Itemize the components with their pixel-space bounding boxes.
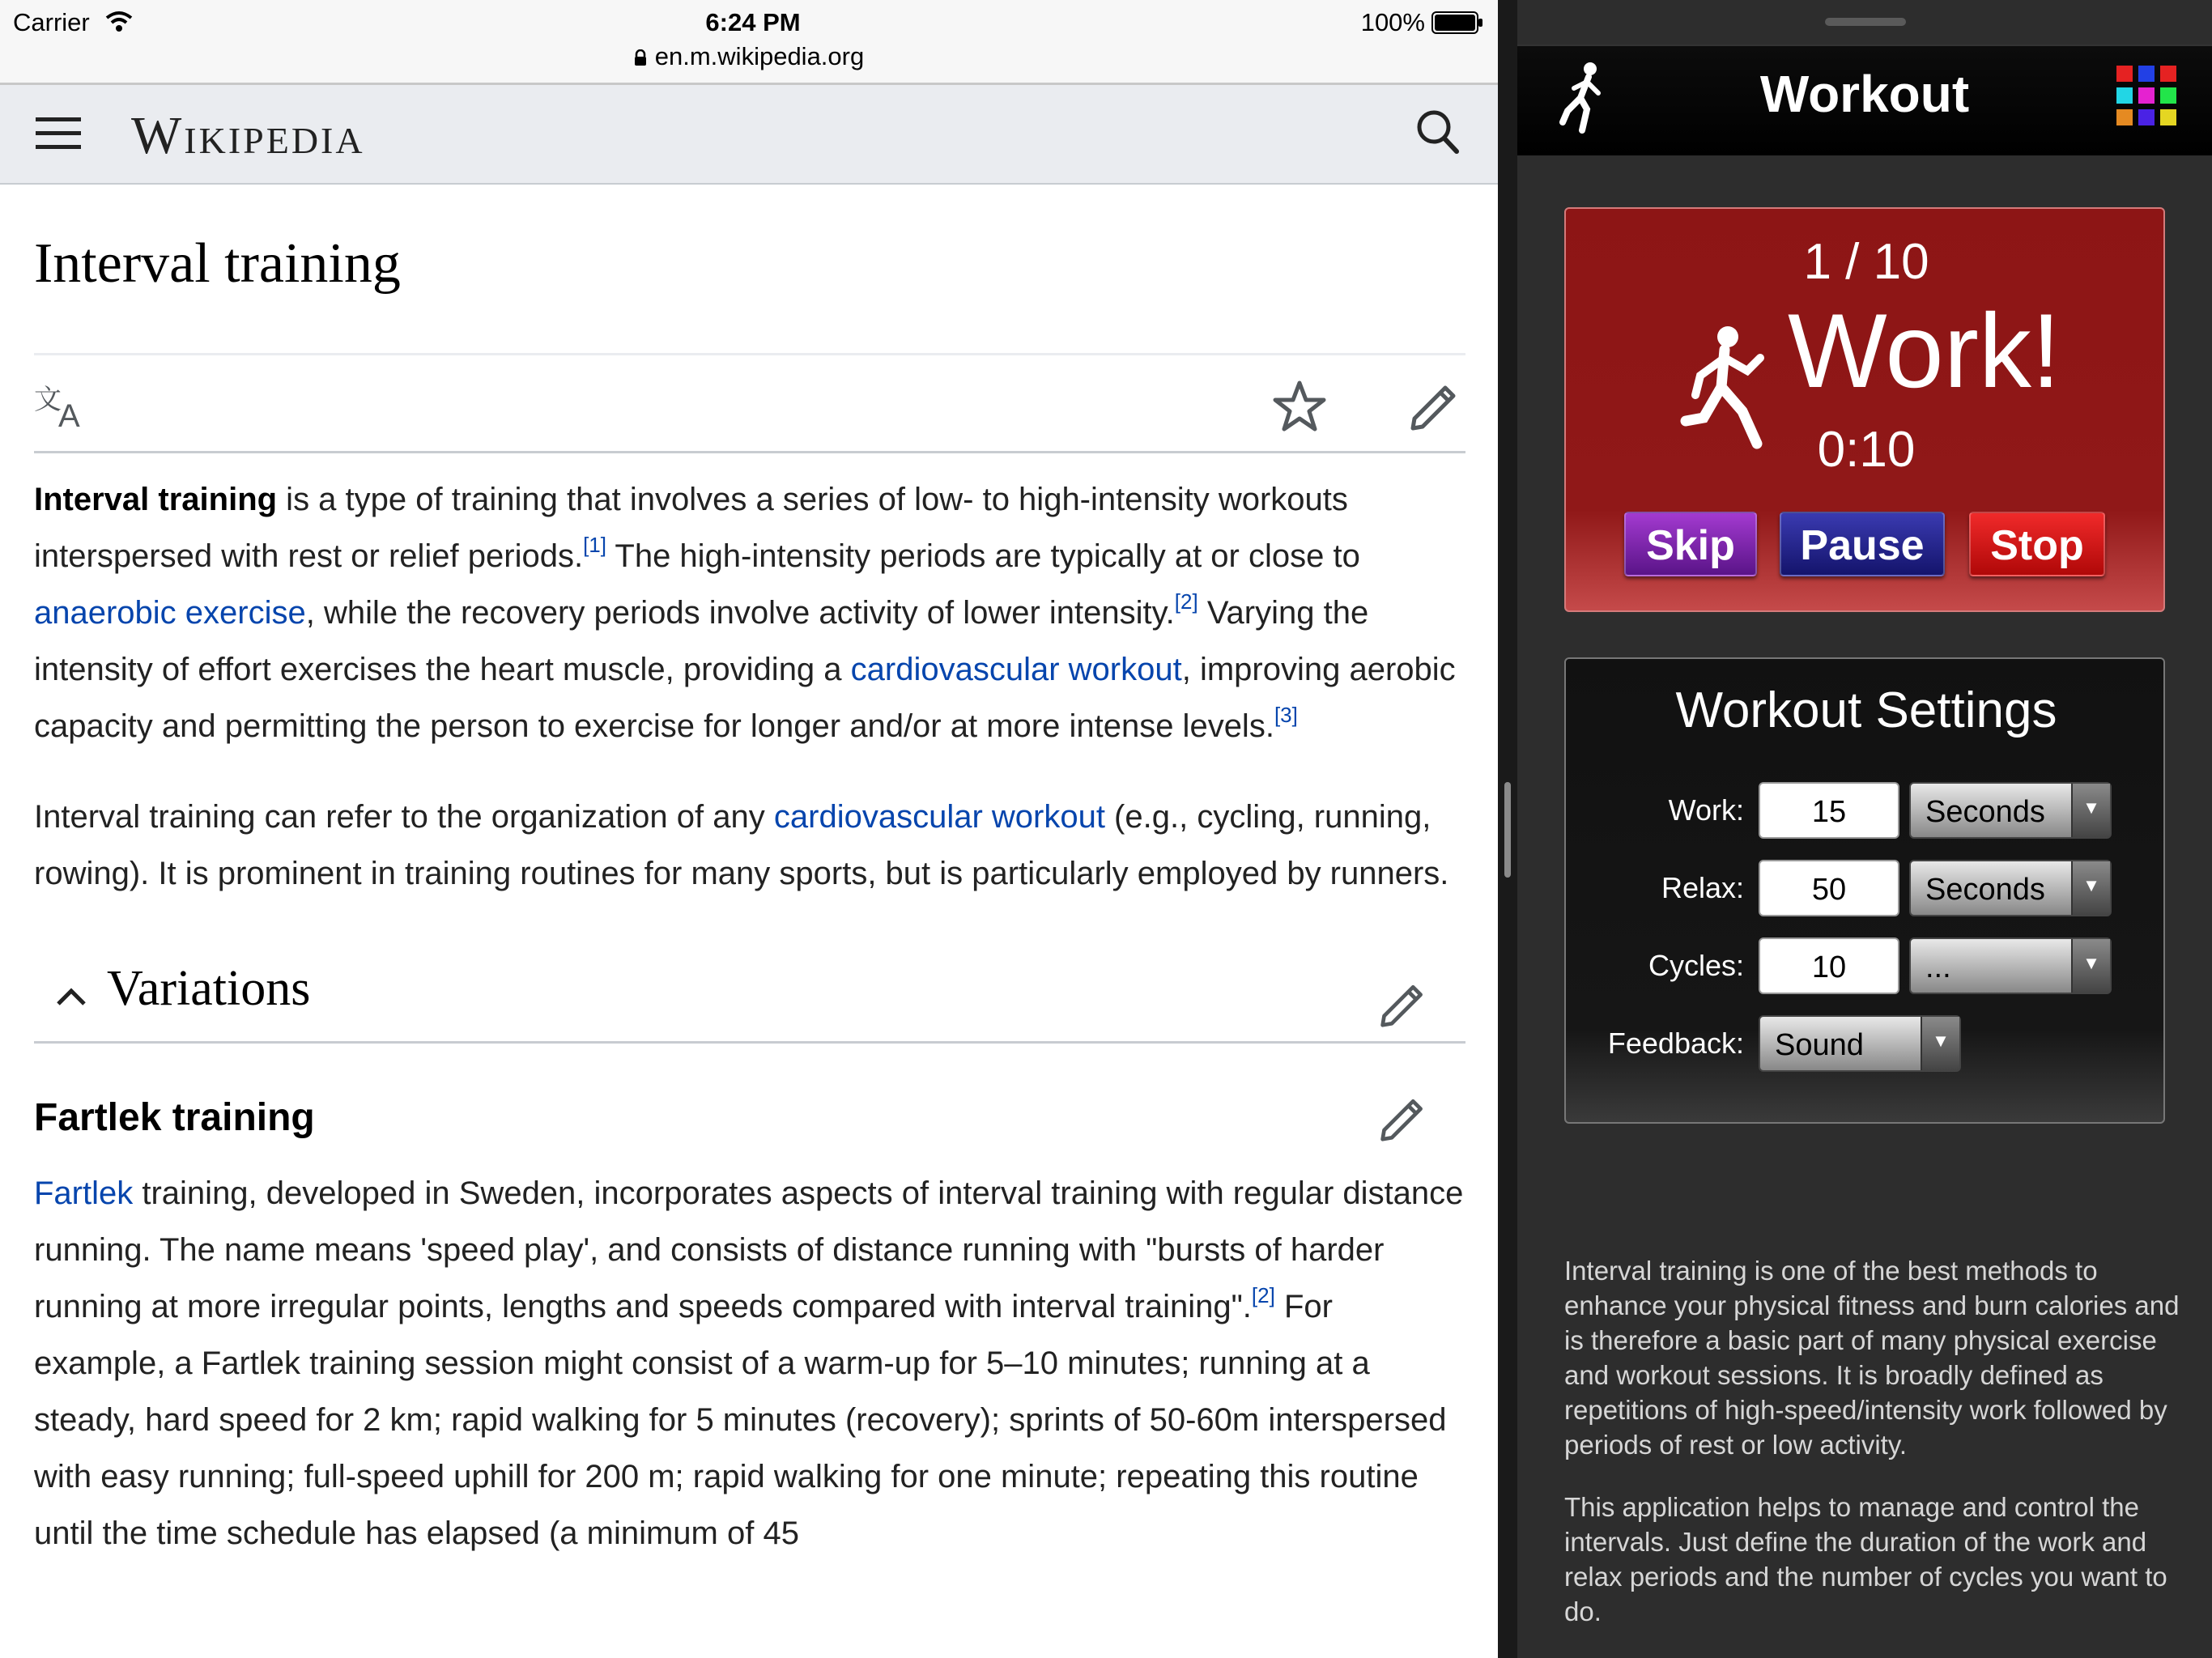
- reference-link[interactable]: [1]: [583, 533, 606, 557]
- interval-state-label: Work!: [1788, 291, 2061, 410]
- wikipedia-logo[interactable]: Wikipedia: [131, 106, 365, 165]
- reference-link[interactable]: [2]: [1251, 1283, 1275, 1307]
- battery-percent: 100%: [1360, 8, 1425, 36]
- divider-handle[interactable]: [1504, 782, 1511, 878]
- app-description: [1564, 1253, 2180, 1656]
- text: (e.g., cycling, running, rowing). It is prominent in training routines for many sports, but is particularly employed by runners.: [34, 799, 1449, 891]
- select-value: Sound: [1775, 1028, 1864, 1062]
- dropdown-arrow-icon: ▼: [2071, 784, 2110, 837]
- dropdown-arrow-icon: ▼: [2071, 939, 2110, 993]
- chevron-up-icon[interactable]: [55, 984, 87, 1009]
- time-remaining: 0:10: [1817, 422, 1916, 478]
- link-cardiovascular-workout[interactable]: cardiovascular workout: [773, 799, 1105, 835]
- work-label: Work:: [1668, 793, 1744, 827]
- text: , improving aerobic capacity and permitting the person to exercise for longer and/or at more intense levels.: [34, 652, 1456, 744]
- text: For example, a Fartlek training session might consist of a warm-up for 5–10 minutes; running at a steady, hard speed for 2 km; rapid walking for 5 minutes (recovery); sprints of 50-60m interspersed with easy running; full-speed uphill for 200 m; rapid walking for one minute; repeating this routine until the time schedule has elapsed (a minimum of 45: [34, 1289, 1447, 1551]
- carrier-label: Carrier: [13, 8, 90, 36]
- relax-unit-select[interactable]: [1909, 860, 2112, 916]
- work-unit-select[interactable]: [1909, 782, 2112, 839]
- work-duration-input[interactable]: 15: [1759, 782, 1899, 839]
- battery-icon: [1431, 11, 1483, 34]
- bold-term: Interval training: [34, 482, 278, 517]
- clock-label: 6:24 PM: [705, 8, 801, 36]
- dropdown-arrow-icon: ▼: [2071, 861, 2110, 915]
- section-heading-variations[interactable]: [34, 936, 1465, 1044]
- text: Interval training can refer to the organization of any: [34, 799, 774, 835]
- timer-panel: [1564, 207, 2165, 612]
- link-fartlek[interactable]: Fartlek: [34, 1175, 134, 1211]
- description-paragraph: Interval training is one of the best methods to enhance your physical fitness and burn calories and is therefore a basic part of many physical exercise and workout sessions. It is broadly defined as repetitions of high-speed/intensity work followed by periods of rest or low activity.: [1564, 1256, 2180, 1460]
- wiki-header: [0, 85, 1498, 185]
- select-value: Seconds: [1925, 873, 2045, 907]
- search-icon[interactable]: [1414, 108, 1460, 156]
- feedback-label: Feedback:: [1607, 1027, 1744, 1060]
- relax-label: Relax:: [1661, 871, 1744, 904]
- cycles-label: Cycles:: [1648, 949, 1744, 982]
- article: [34, 185, 1465, 1562]
- select-value: ...: [1925, 950, 1951, 984]
- language-icon[interactable]: [34, 380, 91, 428]
- text: is a type of training that involves a series of low- to high-intensity workouts interspersed with rest or relief periods.: [34, 482, 1348, 574]
- app-header: [1517, 45, 2212, 155]
- svg-text:A: A: [58, 398, 80, 428]
- relax-duration-input[interactable]: 50: [1759, 860, 1899, 916]
- cycles-input[interactable]: 10: [1759, 937, 1899, 994]
- lock-icon: [634, 49, 647, 66]
- text: training, developed in Sweden, incorporates aspects of interval training with regular distance running. The name means 'speed play', and consists of distance running with "bursts of harder running at more irregular points, lengths and speeds compared with interval training".: [34, 1175, 1464, 1324]
- workout-app-pane: [1517, 0, 2212, 1658]
- page-actions-bar: [34, 355, 1465, 453]
- apps-grid-icon[interactable]: [2115, 64, 2178, 127]
- subsection-heading-fartlek: [34, 1044, 1465, 1165]
- reference-link[interactable]: [3]: [1274, 703, 1298, 727]
- reference-link[interactable]: [2]: [1174, 589, 1198, 614]
- link-anaerobic-exercise[interactable]: anaerobic exercise: [34, 595, 306, 631]
- dropdown-arrow-icon: ▼: [1921, 1017, 1959, 1070]
- select-value: Seconds: [1925, 795, 2045, 829]
- link-cardiovascular-workout[interactable]: cardiovascular workout: [850, 652, 1182, 687]
- hamburger-menu-icon[interactable]: [36, 116, 81, 151]
- subsection-title: Fartlek training: [34, 1096, 315, 1139]
- feedback-select[interactable]: [1759, 1015, 1961, 1072]
- section-title: Variations: [107, 961, 311, 1016]
- slide-over-grabber[interactable]: [1825, 18, 1906, 26]
- page-title: Interval training: [34, 232, 401, 295]
- cycles-select[interactable]: [1909, 937, 2112, 994]
- paragraph: [34, 1165, 1465, 1562]
- app-title: Workout: [1759, 65, 1970, 123]
- url-text: en.m.wikipedia.org: [654, 42, 865, 70]
- description-paragraph: This application helps to manage and control the intervals. Just define the duration of the work and relax periods and the number of cycles you want to do.: [1564, 1492, 2167, 1626]
- cycle-counter: 1 / 10: [1803, 234, 1929, 290]
- address-bar[interactable]: [0, 42, 1498, 71]
- edit-pencil-icon[interactable]: [1378, 1092, 1428, 1142]
- text: , while the recovery periods involve activity of lower intensity.: [305, 595, 1175, 631]
- paragraph: [34, 789, 1465, 902]
- workout-settings-panel: [1564, 657, 2165, 1124]
- stop-button[interactable]: Stop: [1969, 512, 2105, 576]
- edit-pencil-icon[interactable]: [1378, 978, 1428, 1028]
- pause-button[interactable]: Pause: [1780, 512, 1945, 576]
- settings-title: Workout Settings: [1675, 682, 2057, 738]
- text: Varying the intensity of effort exercises the heart muscle, providing a: [34, 595, 1369, 687]
- split-view-divider[interactable]: [1498, 0, 1517, 1658]
- status-bar: [0, 0, 1498, 85]
- svg-text:文: 文: [34, 384, 62, 416]
- star-icon[interactable]: [1273, 380, 1326, 433]
- skip-button[interactable]: Skip: [1624, 512, 1757, 576]
- text: The high-intensity periods are typically at or close to: [606, 538, 1360, 574]
- edit-pencil-icon[interactable]: [1408, 378, 1461, 432]
- paragraph: [34, 471, 1465, 755]
